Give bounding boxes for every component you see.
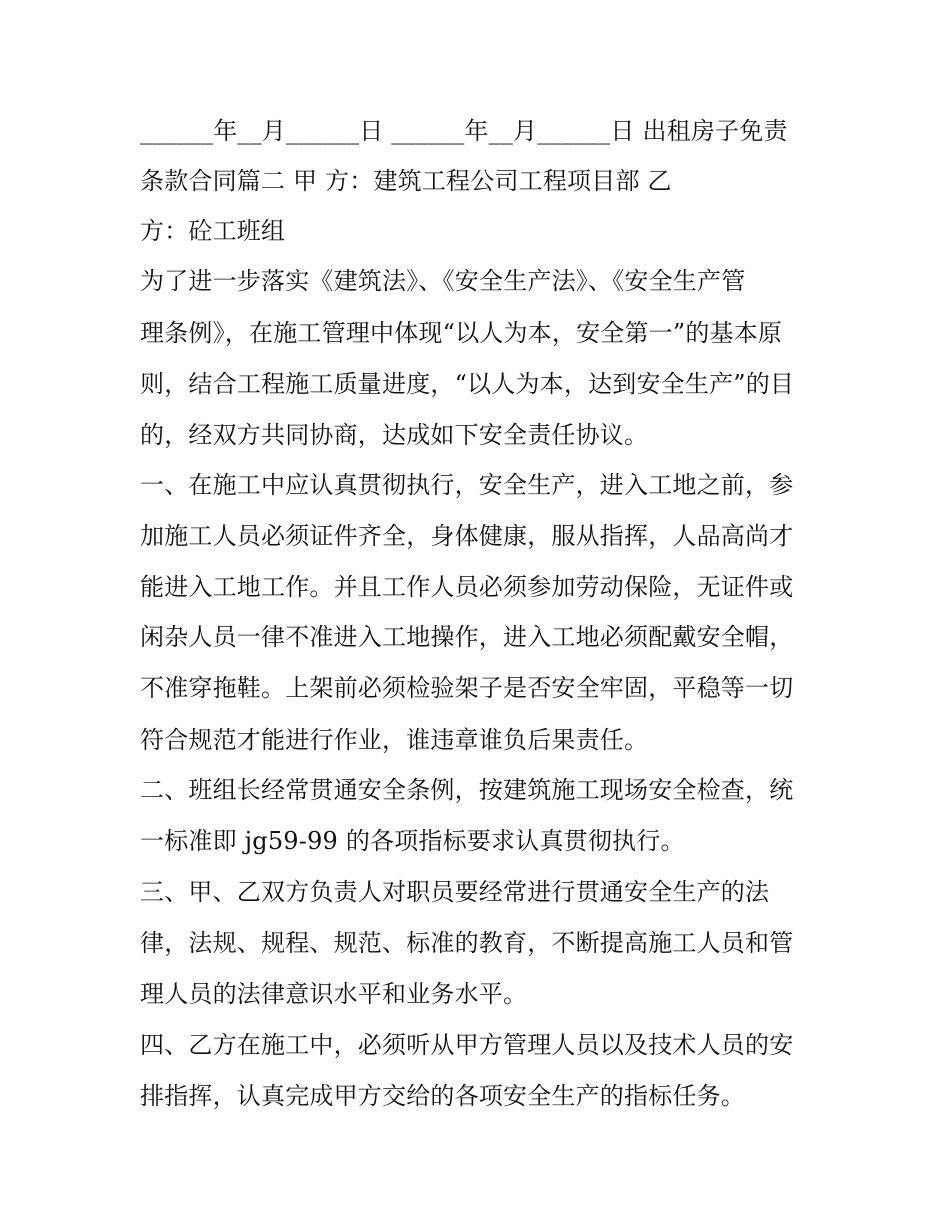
text-line: 三、甲、乙双方负责人对职员要经常进行贯通安全生产的法 [140, 878, 770, 906]
text-line: 排指挥，认真完成甲方交给的各项安全生产的指标任务。 [140, 1082, 745, 1110]
text-line: 理人员的法律意识水平和业务水平。 [140, 980, 528, 1008]
text-line: 理条例》，在施工管理中体现“以人为本，安全第一”的基本原 [140, 319, 783, 347]
text-line: 为了进一步落实《建筑法》、《安全生产法》、《安全生产管 [140, 267, 746, 295]
text-line: 加施工人员必须证件齐全，身体健康，服从指挥，人品高尚才 [140, 522, 794, 550]
text-line: 不准穿拖鞋。上架前必须检验架子是否安全牢固，平稳等一切 [140, 674, 794, 702]
text-line: 符合规范才能进行作业，谁违章谁负后果责任。 [140, 726, 649, 754]
text-line: 二、班组长经常贯通安全条例，按建筑施工现场安全检查，统 [140, 776, 794, 804]
text-line: 的，经双方共同协商，达成如下安全责任协议。 [140, 421, 649, 449]
text-line: 能进入工地工作。并且工作人员必须参加劳动保险，无证件或 [140, 573, 794, 601]
text-line: 一、在施工中应认真贯彻执行，安全生产，进入工地之前，参 [140, 471, 794, 499]
text-line: 方：砼工班组 [140, 217, 286, 245]
text-line: ______年__月______日 ______年__月______日 出租房子免责 [140, 117, 788, 145]
text-line: 四、乙方在施工中，必须听从甲方管理人员以及技术人员的安 [140, 1031, 794, 1059]
text-line: 闲杂人员一律不准进入工地操作，进入工地必须配戴安全帽， [140, 623, 794, 651]
text-line: 则，结合工程施工质量进度，“以人为本，达到安全生产”的目 [140, 370, 795, 398]
text-line: 一标准即 jg59-99 的各项指标要求认真贯彻执行。 [140, 827, 685, 855]
text-line: 条款合同篇二 甲 方：建筑工程公司工程项目部 乙 [140, 167, 672, 195]
text-line: 律，法规、规程、规范、标准的教育，不断提高施工人员和管 [140, 929, 794, 957]
